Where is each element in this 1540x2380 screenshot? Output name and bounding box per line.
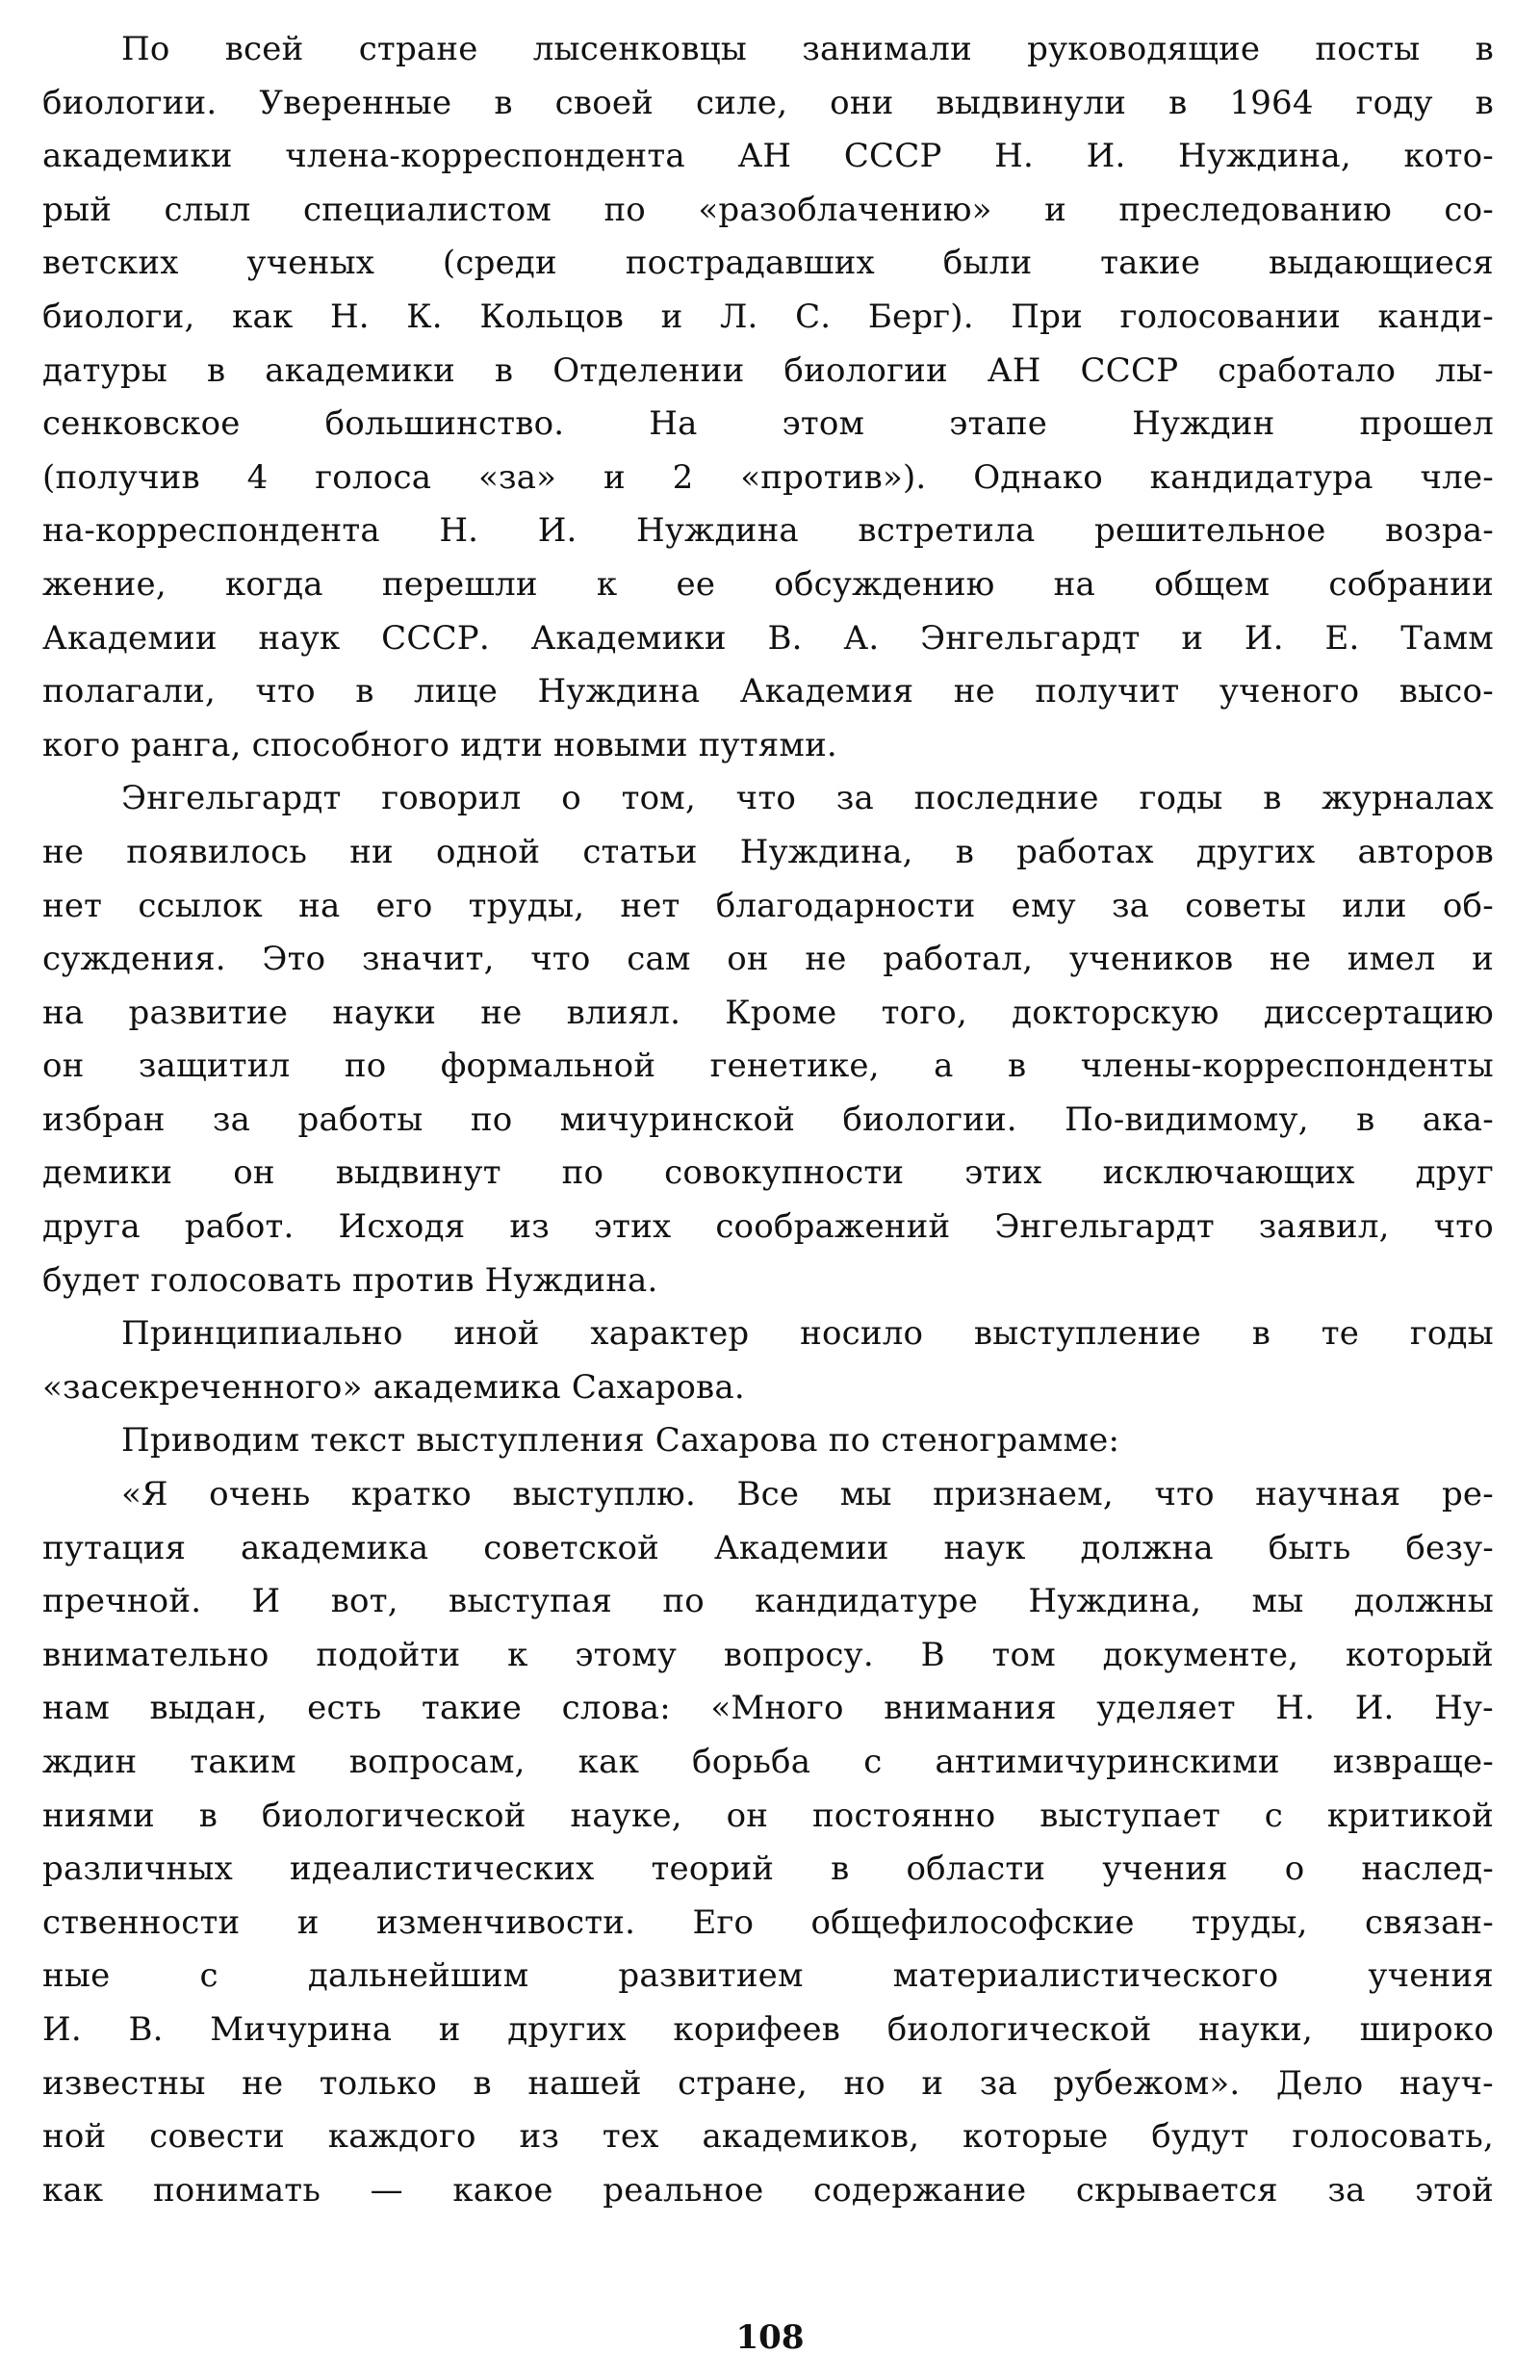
- text-line: (получив 4 голоса «за» и 2 «против»). Однако кандидатура чле-: [42, 457, 1494, 497]
- text-line: нет ссылок на его труды, нет благодарности ему за советы или об-: [42, 886, 1494, 925]
- paragraph: [42, 772, 1494, 1307]
- text-line: биологи, как Н. К. Кольцов и Л. С. Берг). При голосовании канди-: [42, 297, 1494, 336]
- text-line: демики он выдвинут по совокупности этих исключающих друг: [42, 1153, 1494, 1193]
- text-line: академики члена-корреспондента АН СССР Н. И. Нуждина, кото-: [42, 137, 1494, 176]
- text-line: Академии наук СССР. Академики В. А. Энгельгардт и И. Е. Тамм: [42, 618, 1494, 658]
- text-line: на-корреспондента Н. И. Нуждина встретила решительное возра-: [42, 511, 1494, 551]
- paragraph: [42, 1414, 1494, 1468]
- text-line: друга работ. Исходя из этих соображений Энгельгардт заявил, что: [42, 1207, 1494, 1247]
- text-line: известны не только в нашей стране, но и за рубежом». Дело науч-: [42, 2063, 1494, 2103]
- text-line: биологии. Уверенные в своей силе, они выдвинули в 1964 году в: [42, 83, 1494, 122]
- text-line: ждин таким вопросам, как борьба с антимичуринскими извраще-: [42, 1743, 1494, 1781]
- paragraph: [42, 1468, 1494, 2217]
- paragraph: [42, 23, 1494, 772]
- text-line: он защитил по формальной генетике, а в члены-корреспонденты: [42, 1047, 1494, 1086]
- text-line: внимательно подойти к этому вопросу. В том документе, который: [42, 1635, 1494, 1674]
- text-line: кого ранга, способного идти новыми путями.: [42, 725, 837, 764]
- text-line: Приводим текст выступления Сахарова по стенограмме:: [121, 1421, 1120, 1461]
- paragraph: [42, 1307, 1494, 1414]
- text-line: суждения. Это значит, что сам он не работал, учеников не имел и: [42, 940, 1494, 979]
- text-line: По всей стране лысенковцы занимали руководящие посты в: [121, 30, 1494, 68]
- text-line: И. В. Мичурина и других корифеев биологической науки, широко: [42, 2009, 1494, 2049]
- text-line: полагали, что в лице Нуждина Академия не получит ученого высо-: [42, 672, 1494, 711]
- text-line: пречной. И вот, выступая по кандидатуре Нуждина, мы должны: [42, 1582, 1494, 1621]
- text-line: ной совести каждого из тех академиков, которые будут голосовать,: [42, 2117, 1494, 2157]
- text-line: ниями в биологической науке, он постоянно выступает с критикой: [42, 1796, 1494, 1835]
- text-line: ные с дальнейшим развитием материалистического учения: [42, 1956, 1494, 1996]
- text-line: ветских ученых (среди пострадавших были такие выдающиеся: [42, 244, 1494, 283]
- text-line: как понимать — какое реальное содержание скрывается за этой: [42, 2170, 1494, 2210]
- text-line: избран за работы по мичуринской биологии. По-видимому, в ака-: [42, 1099, 1494, 1139]
- text-line: ственности и изменчивости. Его общефилософские труды, связан-: [42, 1902, 1494, 1942]
- text-line: путация академика советской Академии наук должна быть безу-: [42, 1528, 1494, 1567]
- text-line: жение, когда перешли к ее обсуждению на общем собрании: [42, 564, 1494, 604]
- text-line: нам выдан, есть такие слова: «Много внимания уделяет Н. И. Ну-: [42, 1689, 1494, 1728]
- text-line: «засекреченного» академика Сахарова.: [42, 1367, 745, 1407]
- page-number: 108: [735, 2318, 805, 2357]
- text-line: рый слыл специалистом по «разоблачению» и преследованию со-: [42, 190, 1494, 229]
- text-line: будет голосовать против Нуждина.: [42, 1260, 658, 1300]
- text-line: не появилось ни одной статьи Нуждина, в работах других авторов: [42, 832, 1494, 871]
- text-line: Энгельгардт говорил о том, что за последние годы в журналах: [121, 779, 1494, 818]
- text-line: «Я очень кратко выступлю. Все мы признаем, что научная ре-: [121, 1475, 1494, 1514]
- text-line: датуры в академики в Отделении биологии АН СССР сработало лы-: [42, 350, 1494, 390]
- text-line: различных идеалистических теорий в области учения о наслед-: [42, 1850, 1494, 1889]
- text-line: сенковское большинство. На этом этапе Нуждин прошел: [42, 404, 1494, 444]
- text-line: Принципиально иной характер носило выступление в те годы: [121, 1314, 1494, 1354]
- text-line: на развитие науки не влиял. Кроме того, докторскую диссертацию: [42, 993, 1494, 1032]
- document-page: [42, 23, 1494, 2266]
